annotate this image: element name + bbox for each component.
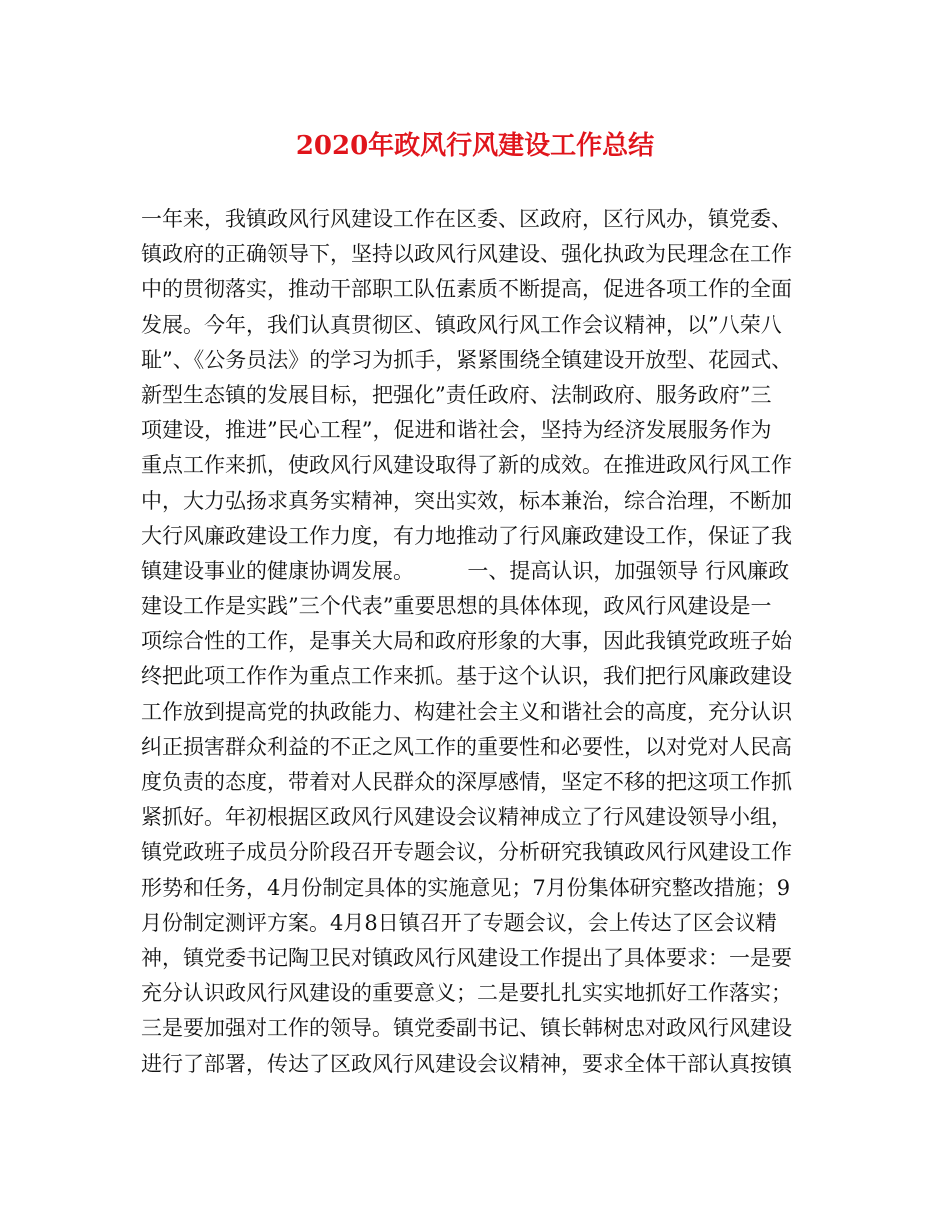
body-line: 进行了部署，传达了区政风行风建设会议精神，要求全体干部认真按镇 (141, 1051, 792, 1076)
body-line: 中的贯彻落实，推动干部职工队伍素质不断提高，促进各项工作的全面 (141, 277, 792, 302)
body-line: 三是要加强对工作的领导。镇党委副书记、镇长韩树忠对政风行风建设 (141, 1016, 792, 1041)
body-line: 充分认识政风行风建设的重要意义；二是要扎扎实实地抓好工作落实； (141, 981, 792, 1006)
document-title: 2020年政风行风建设工作总结 (295, 131, 655, 161)
body-line: 紧抓好。年初根据区政风行风建设会议精神成立了行风建设领导小组， (141, 805, 792, 830)
body-line: 镇政府的正确领导下，坚持以政风行风建设、强化执政为民理念在工作 (141, 242, 792, 267)
body-line: 大行风廉政建设工作力度，有力地推动了行风廉政建设工作，保证了我 (141, 523, 792, 548)
body-line: 耻”、《公务员法》的学习为抓手，紧紧围绕全镇建设开放型、花园式、 (141, 347, 793, 372)
body-line: 纠正损害群众利益的不正之风工作的重要性和必要性，以对党对人民高 (141, 734, 792, 759)
body-line: 度负责的态度，带着对人民群众的深厚感情，坚定不移的把这项工作抓 (141, 770, 792, 794)
body-line: 神，镇党委书记陶卫民对镇政风行风建设工作提出了具体要求：一是要 (141, 945, 792, 970)
body-line: 建设工作是实践”三个代表”重要思想的具体体现，政风行风建设是一 (141, 594, 772, 619)
body-line: 一年来，我镇政风行风建设工作在区委、区政府，区行风办，镇党委、 (141, 207, 792, 231)
body-line: 终把此项工作作为重点工作来抓。基于这个认识，我们把行风廉政建设 (141, 664, 792, 689)
body-line: 中，大力弘扬求真务实精神，突出实效，标本兼治，综合治理，不断加 (141, 488, 792, 513)
body-line: 形势和任务，4月份制定具体的实施意见；7月份集体研究整改措施；9 (141, 875, 791, 900)
body-line: 新型生态镇的发展目标，把强化”责任政府、法制政府、服务政府”三 (141, 382, 772, 407)
body-line: 镇建设事业的健康协调发展。 一、提高认识，加强领导 行风廉政 (141, 558, 790, 583)
body-line: 发展。今年，我们认真贯彻区、镇政风行风工作会议精神，以”八荣八 (141, 312, 782, 337)
body-line: 重点工作来抓，使政风行风建设取得了新的成效。在推进政风行风工作 (141, 453, 792, 478)
document-body (141, 202, 821, 1082)
body-line: 镇党政班子成员分阶段召开专题会议，分析研究我镇政风行风建设工作 (141, 840, 792, 865)
body-line: 工作放到提高党的执政能力、构建社会主义和谐社会的高度，充分认识 (141, 699, 792, 724)
body-line: 项综合性的工作，是事关大局和政府形象的大事，因此我镇党政班子始 (141, 629, 792, 654)
body-line: 项建设，推进”民心工程”，促进和谐社会，坚持为经济发展服务作为 (141, 418, 772, 443)
body-line: 月份制定测评方案。4月8日镇召开了专题会议，会上传达了区会议精 (141, 910, 777, 935)
